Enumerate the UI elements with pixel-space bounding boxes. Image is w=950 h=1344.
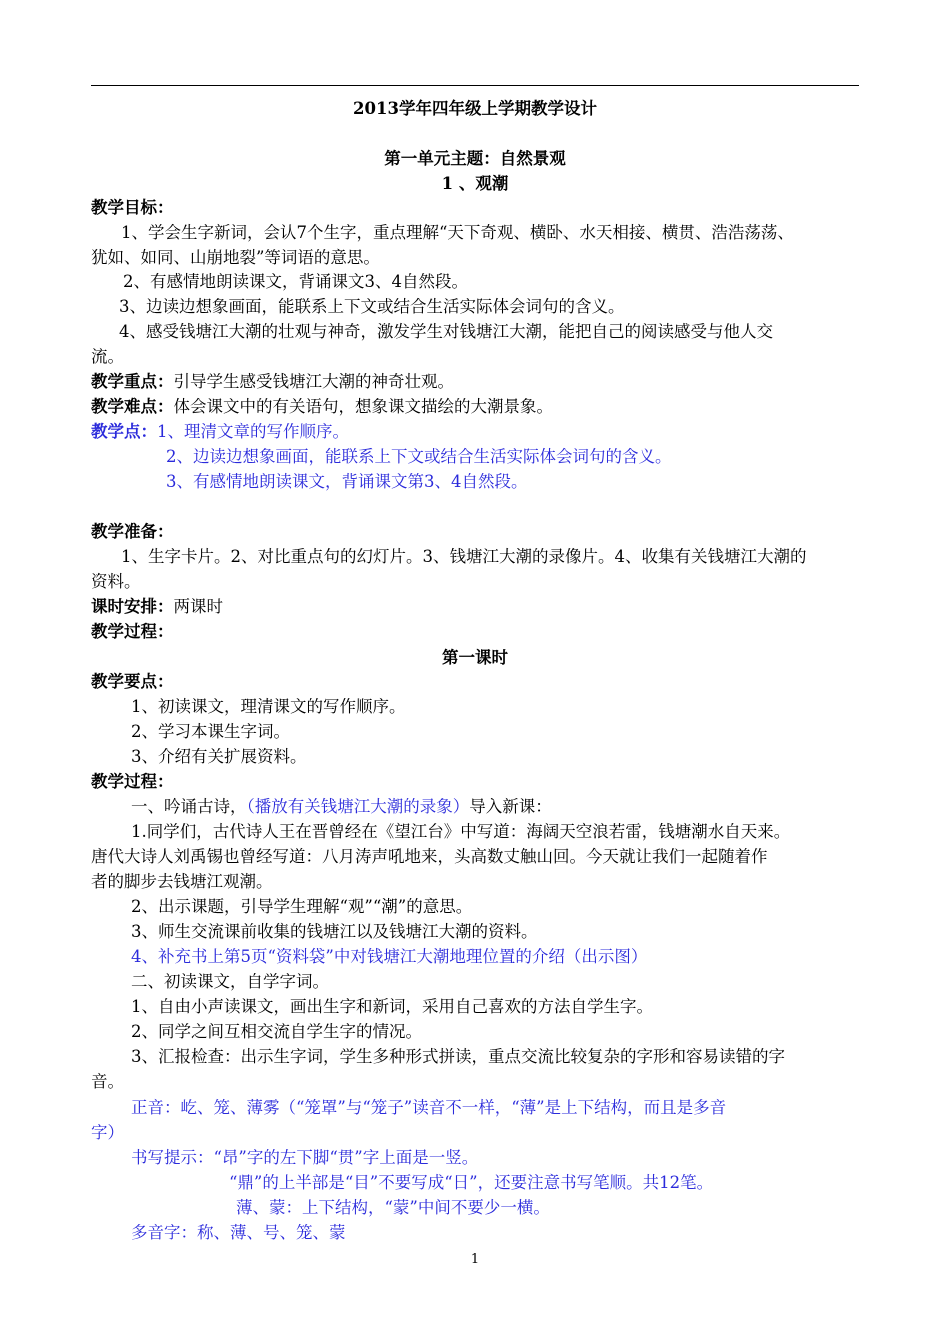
schedule	[91, 595, 859, 619]
poem-line: 1.同学们，古代诗人王在晋曾经在《望江台》中写道：海阔天空浪若雷，钱塘潮水自天来。	[131, 822, 791, 841]
step-two-item: 2、同学之间互相交流自学生字的情况。	[131, 1022, 422, 1041]
schedule-label: 课时安排：	[91, 597, 174, 616]
teaching-point: 1、理清文章的写作顺序。	[157, 422, 349, 441]
process-heading: 教学过程：	[91, 622, 174, 641]
polyphones-line: 多音字：称、薄、号、笼、蒙	[131, 1223, 346, 1242]
prep-heading: 教学准备：	[91, 522, 174, 541]
poem-line: 者的脚步去钱塘江观潮。	[91, 872, 273, 891]
goal-line: 3、边读边想象画面，能联系上下文或结合生活实际体会词句的含义。	[119, 297, 625, 316]
essential-item: 1、初读课文，理清课文的写作顺序。	[131, 697, 406, 716]
poem-line: 唐代大诗人刘禹锡也曾经写道：八月涛声吼地来，头高数丈触山回。今天就让我们一起随着作	[91, 847, 768, 866]
essential-item: 2、学习本课生字词。	[131, 722, 290, 741]
step-one-intro: 导入新课：	[469, 797, 552, 816]
goals-heading: 教学目标：	[91, 198, 174, 217]
teaching-point: 2、边读边想象画面，能联系上下文或结合生活实际体会词句的含义。	[166, 447, 672, 466]
step-one-item-supplement: 4、补充书上第5页“资料袋”中对钱塘江大潮地理位置的介绍（出示图）	[131, 947, 648, 966]
step-one-text: 一、吟诵古诗，	[131, 797, 247, 816]
writing-tip: 书写提示：“昂”字的左下脚“贯”字上面是一竖。	[131, 1148, 479, 1167]
teaching-point: 3、有感情地朗读课文，背诵课文第3、4自然段。	[166, 472, 528, 491]
prep-line: 1、生字卡片。2、对比重点句的幻灯片。3、钱塘江大潮的录像片。4、收集有关钱塘江大潮的	[121, 547, 807, 566]
writing-tip: 薄、蒙：上下结构，“蒙”中间不要少一横。	[236, 1198, 550, 1217]
goal-line: 1、学会生字新词，会认7个生字，重点理解“天下奇观、横卧、水天相接、横贯、浩浩荡荡、	[121, 223, 794, 242]
document-title: 2013学年四年级上学期教学设计	[353, 99, 597, 118]
process-heading-2: 教学过程：	[91, 772, 174, 791]
session-title: 第一课时	[442, 648, 508, 667]
key-point	[91, 370, 859, 394]
prep-line: 资料。	[91, 572, 141, 591]
step-two-item: 3、汇报检查：出示生字词，学生多种形式拼读，重点交流比较复杂的字形和容易读错的字	[131, 1047, 785, 1066]
lesson-title: 1 、观潮	[441, 174, 509, 193]
key-point-text: 引导学生感受钱塘江大潮的神奇壮观。	[173, 372, 454, 391]
step-two-item: 音。	[91, 1072, 124, 1091]
writing-tip: “鼎”的上半部是“目”不要写成“日”，还要注意书写笔顺。共12笔。	[229, 1173, 714, 1192]
step-one	[131, 795, 899, 819]
goal-line: 2、有感情地朗读课文，背诵课文3、4自然段。	[123, 272, 468, 291]
step-two-item: 1、自由小声读课文，画出生字和新词，采用自己喜欢的方法自学生字。	[131, 997, 653, 1016]
step-one-item: 2、出示课题，引导学生理解“观”“潮”的意思。	[131, 897, 473, 916]
step-one-video-note: （播放有关钱塘江大潮的录象）	[246, 797, 470, 816]
essential-item: 3、介绍有关扩展资料。	[131, 747, 307, 766]
teaching-points	[91, 420, 859, 444]
page-number: 1	[470, 1252, 480, 1267]
step-one-item: 3、师生交流课前收集的钱塘江以及钱塘江大潮的资料。	[131, 922, 538, 941]
pronunciation-line: 字）	[91, 1123, 124, 1142]
step-two: 二、初读课文，自学字词。	[131, 972, 329, 991]
pronunciation-line: 正音：屹、笼、薄雾（“笼罩”与“笼子”读音不一样，“薄”是上下结构，而且是多音	[131, 1098, 727, 1117]
teaching-points-label: 教学点：	[91, 422, 157, 441]
goal-line: 犹如、如同、山崩地裂”等词语的意思。	[91, 248, 380, 267]
difficulty-text: 体会课文中的有关语句，想象课文描绘的大潮景象。	[173, 397, 553, 416]
header-rule	[91, 85, 859, 86]
key-point-label: 教学重点：	[91, 372, 174, 391]
unit-title: 第一单元主题：自然景观	[384, 149, 566, 168]
goal-line: 4、感受钱塘江大潮的壮观与神奇，激发学生对钱塘江大潮，能把自己的阅读感受与他人交	[119, 322, 773, 341]
goal-line: 流。	[91, 347, 124, 366]
essentials-heading: 教学要点：	[91, 672, 174, 691]
schedule-text: 两课时	[173, 597, 223, 616]
difficulty-label: 教学难点：	[91, 397, 174, 416]
difficulty	[91, 395, 859, 419]
